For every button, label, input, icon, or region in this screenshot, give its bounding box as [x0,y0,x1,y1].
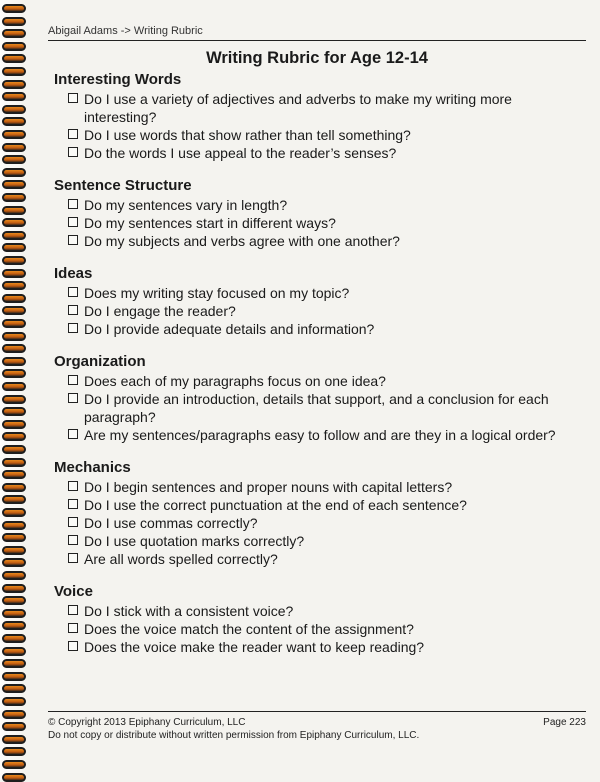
checkbox-icon[interactable] [68,517,78,527]
spiral-coil [2,29,26,38]
item-text: Do I engage the reader? [84,303,236,319]
spiral-coil [2,710,26,719]
checklist-item [54,214,584,232]
spiral-coil [2,596,26,605]
spiral-coil [2,269,26,278]
checklist-item [54,320,584,338]
item-text: Do I begin sentences and proper nouns with capital letters? [84,479,453,495]
spiral-coil [2,533,26,542]
item-text: Do I use words that show rather than tell something? [84,127,411,143]
spiral-coil [2,483,26,492]
section-sentence-structure [54,176,584,250]
item-text: Does each of my paragraphs focus on one idea? [84,373,386,389]
checklist-item [54,90,584,126]
spiral-coil [2,332,26,341]
section-heading: Interesting Words [54,71,182,88]
spiral-coil [2,432,26,441]
spiral-coil [2,395,26,404]
item-text: Are my sentences/paragraphs easy to follow and are they in a logical order? [84,427,556,443]
spiral-coil [2,42,26,51]
item-text: Do I use commas correctly? [84,515,258,531]
item-text: Do my sentences start in different ways? [84,215,336,231]
section-ideas [54,264,584,338]
spiral-coil [2,243,26,252]
spiral-coil [2,521,26,530]
section-mechanics [54,458,584,568]
checkbox-icon[interactable] [68,429,78,439]
spiral-coil [2,760,26,769]
spiral-coil [2,571,26,580]
spiral-coil [2,155,26,164]
spiral-coil [2,558,26,567]
spiral-coil [2,180,26,189]
spiral-coil [2,495,26,504]
item-text: Do I use the correct punctuation at the end of each sentence? [84,497,467,513]
spiral-coil [2,609,26,618]
checkbox-icon[interactable] [68,375,78,385]
spiral-coil [2,256,26,265]
spiral-coil [2,193,26,202]
checklist-item [54,144,584,162]
page-header [48,18,586,41]
checklist-item [54,620,584,638]
spiral-coil [2,508,26,517]
item-text: Do my subjects and verbs agree with one another? [84,233,400,249]
spiral-coil [2,80,26,89]
spiral-coil [2,382,26,391]
spiral-coil [2,584,26,593]
checklist-item [54,638,584,656]
checklist-item [54,514,584,532]
spiral-coil [2,130,26,139]
spiral-coil [2,319,26,328]
section-heading: Ideas [54,265,93,282]
spiral-binding [0,0,26,780]
checkbox-icon[interactable] [68,93,78,103]
checklist-item [54,284,584,302]
spiral-coil [2,4,26,13]
checklist-item [54,196,584,214]
spiral-coil [2,684,26,693]
spiral-coil [2,458,26,467]
item-text: Does the voice match the content of the assignment? [84,621,414,637]
checkbox-icon[interactable] [68,323,78,333]
spiral-coil [2,17,26,26]
spiral-coil [2,67,26,76]
checklist-item [54,550,584,568]
spiral-coil [2,105,26,114]
spiral-coil [2,546,26,555]
page-number: Page 223 [543,717,586,728]
spiral-coil [2,470,26,479]
spiral-coil [2,647,26,656]
spiral-coil [2,634,26,643]
item-text: Do my sentences vary in length? [84,197,288,213]
rubric-content [54,70,584,670]
section-voice [54,582,584,656]
checkbox-icon[interactable] [68,535,78,545]
item-text: Do I use a variety of adjectives and adverbs to make my writing more interesting? [84,91,512,125]
checkbox-icon[interactable] [68,287,78,297]
checklist-item [54,232,584,250]
checkbox-icon[interactable] [68,481,78,491]
spiral-coil [2,344,26,353]
checkbox-icon[interactable] [68,147,78,157]
section-heading: Organization [54,353,146,370]
item-text: Do I stick with a consistent voice? [84,603,294,619]
checklist-item [54,390,584,426]
checklist-item [54,426,584,444]
checklist-item [54,602,584,620]
section-heading: Mechanics [54,459,131,476]
checklist-item [54,372,584,390]
spiral-coil [2,747,26,756]
spiral-coil [2,369,26,378]
spiral-coil [2,773,26,782]
item-text: Do I use quotation marks correctly? [84,533,305,549]
checkbox-icon[interactable] [68,641,78,651]
checkbox-icon[interactable] [68,199,78,209]
checkbox-icon[interactable] [68,305,78,315]
spiral-coil [2,281,26,290]
spiral-coil [2,697,26,706]
spiral-coil [2,294,26,303]
spiral-coil [2,722,26,731]
spiral-coil [2,206,26,215]
checklist-item [54,478,584,496]
checklist-item [54,496,584,514]
spiral-coil [2,143,26,152]
spiral-coil [2,407,26,416]
breadcrumb: Abigail Adams -> Writing Rubric [48,25,203,37]
checkbox-icon[interactable] [68,235,78,245]
item-text: Does the voice make the reader want to keep reading? [84,639,425,655]
spiral-coil [2,672,26,681]
item-text: Does my writing stay focused on my topic? [84,285,350,301]
spiral-coil [2,306,26,315]
section-heading: Voice [54,583,93,600]
checklist-item [54,302,584,320]
checkbox-icon[interactable] [68,129,78,139]
spiral-coil [2,445,26,454]
checkbox-icon[interactable] [68,623,78,633]
checklist-item [54,532,584,550]
spiral-coil [2,621,26,630]
checkbox-icon[interactable] [68,499,78,509]
item-text: Do I provide adequate details and information? [84,321,375,337]
checklist-item [54,126,584,144]
checkbox-icon[interactable] [68,605,78,615]
copyright-notice: Do not copy or distribute without written permission from Epiphany Curriculum, LLC. [48,730,420,741]
copyright-text: © Copyright 2013 Epiphany Curriculum, LLC [48,717,246,728]
spiral-coil [2,92,26,101]
item-text: Are all words spelled correctly? [84,551,278,567]
spiral-coil [2,168,26,177]
spiral-coil [2,659,26,668]
spiral-coil [2,117,26,126]
section-interesting-words [54,70,584,162]
section-organization [54,352,584,444]
item-text: Do the words I use appeal to the reader’s senses? [84,145,397,161]
page-title: Writing Rubric for Age 12-14 [206,49,428,67]
spiral-coil [2,420,26,429]
spiral-coil [2,357,26,366]
checkbox-icon[interactable] [68,553,78,563]
spiral-coil [2,218,26,227]
page-footer [48,711,586,742]
item-text: Do I provide an introduction, details that support, and a conclusion for each paragraph? [84,391,549,425]
section-heading: Sentence Structure [54,177,192,194]
spiral-coil [2,231,26,240]
spiral-coil [2,54,26,63]
spiral-coil [2,735,26,744]
checkbox-icon[interactable] [68,217,78,227]
checkbox-icon[interactable] [68,393,78,403]
